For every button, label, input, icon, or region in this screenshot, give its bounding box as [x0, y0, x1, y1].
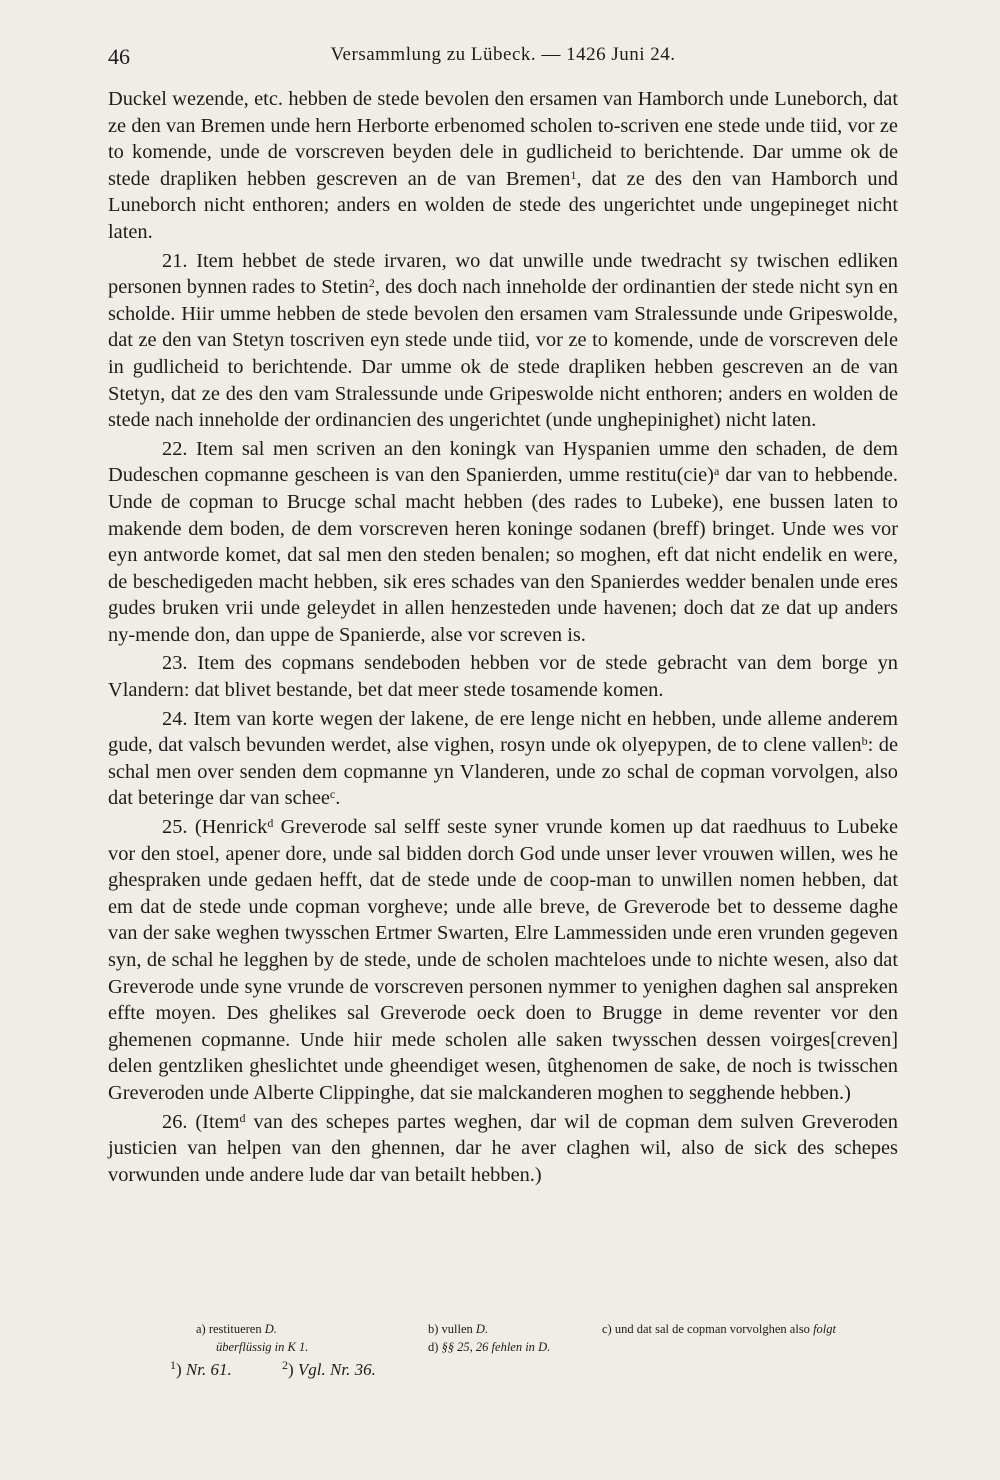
body-text — [108, 86, 898, 1188]
paragraph-24: 24. Item van korte wegen der lakene, de ere lenge nicht en hebben, unde alleme anderem gude, dat valsch bevunden werdet, alse vighen, rosyn unde ok olyepypen, de to clene vallen$^b$: de schal men over senden dem copmanne yn Vlanderen, unde zo schal de copman vorvolgen, also dat beteringe dar van schee$^c$. — [108, 707, 898, 810]
footnote-marker: 2 — [368, 276, 375, 291]
paragraph-22: 22. Item sal men scriven an den koningk van Hyspanien umme den schaden, de dem Dudeschen copmanne gescheen is van den Spanierden, umme restitu(cie)$^a$ dar van to hebbende. Unde de copman to Brucge schal macht hebben (des rades to Lubeke), ene bussen laten to makende dem boden, de dem vorscreven heren koninge sodanen (breff) bringet. Unde wes vor eyn antworde komet, dat sal men den steden benalen; so moghen, eft dat nicht endelik en were, de beschedigeden macht hebben, sik eres schades van den Spanierdes wedder benalen unde eres gudes bruken vrii unde geleydet in allen henzesteden unde havenen; doch dat ze dat up anders ny-mende don, dan uppe de Spanierde, alse vor screven is. — [108, 437, 898, 646]
page-number: 46 — [108, 44, 130, 69]
textual-notes — [108, 1322, 898, 1358]
paragraph-intro: Duckel wezende, etc. hebben de stede bevolen den ersamen van Hamborch unde Luneborch, dat ze den van Bremen unde hern Herborte erbenomed scholen to-scriven ene stede unde tiid, vor ze to komende, unde de vorscreven beyden dele in gudlicheid to berichtende. Dar umme ok de stede drapliken hebben gescreven an de van Bremen$^1$, dat ze des den van Hamborch und Luneborch nicht enthoren; anders en wolden de stede des ungerichtet unde ungepineget nicht laten. — [108, 88, 898, 243]
variant-marker: a — [713, 464, 720, 479]
note-a-continued: überflüssig in K 1. — [216, 1340, 309, 1354]
footnote-1: $^1$) Nr. 61. — [170, 1358, 232, 1379]
paragraph-26: 26. (Item$^d$ van des schepes partes weghen, dar wil de copman dem sulven Greveroden justicien van helpen van den ghennen, dar he aver claghen wil, also de sick des schepes vorwunden unde andere lude dar van betailt hebben.) — [108, 1110, 898, 1186]
footnotes — [170, 1360, 422, 1380]
note-row — [108, 1322, 898, 1340]
note-a: a) restitueren D. — [196, 1322, 277, 1336]
paragraph-23: 23. Item des copmans sendeboden hebben vor de stede gebracht van dem borge yn Vlandern: dat blivet bestande, bet dat meer stede tosamende komen. — [108, 652, 898, 702]
note-c: c) und dat sal de copman vorvolghen also folgt — [602, 1322, 836, 1336]
variant-marker: d — [267, 816, 274, 831]
note-b: b) vullen D. — [428, 1322, 489, 1336]
variant-marker: d — [239, 1110, 246, 1125]
note-row — [108, 1340, 898, 1358]
page-header — [108, 44, 898, 74]
variant-marker: c — [329, 787, 336, 802]
footnote-marker: 1 — [570, 167, 577, 182]
footnote-2: $^2$) Vgl. Nr. 36. — [282, 1358, 376, 1379]
running-head: Versammlung zu Lübeck. — 1426 Juni 24. — [330, 44, 676, 65]
note-d: d) §§ 25, 26 fehlen in D. — [428, 1340, 551, 1354]
paragraph-21: 21. Item hebbet de stede irvaren, wo dat unwille unde twedracht sy twischen edliken personen bynnen rades to Stetin$^2$, des doch nach inneholde der ordinantien der stede nicht syn en scholde. Hiir umme hebben de stede bevolen den ersamen vam Stralessunde unde Gripeswolde, dat ze den van Stetyn toscriven eyn stede unde tiid, vor ze to komende, unde de vorscreven dele in gudlicheid to berichtende. Dar umme ok de stede drapliken hebben gescreven an de van Stetyn, dat ze des den vam Stralessunde unde Gripeswolde nicht enthoren; anders en wolden de stede nach inneholde der ordinancien des ungerichtet (unde unghepinighet) nicht laten. — [108, 249, 898, 432]
variant-marker: b — [861, 734, 868, 749]
paragraph-25: 25. (Henrick$^d$ Greverode sal selff seste syner vrunde komen up dat raedhuus to Lubeke vor den stoel, apener dore, unde sal bidden dorch God unde unser lever vrouwen willen, wes he ghespraken unde gedaen hefft, dat de stede unde de coop-man to unwillen nomen hebben, dat em dat de stede unde copman vorgheve; unde alle breve, de Greverode bet to desseme daghe van der sake weghen twysschen Ertmer Swarten, Elre Lammessiden unde eren vrunden gegeven syn, de schal he legghen by de stede, unde de scholen machteloes unde to nichte wesen, also dat Greverode unde syne vrunde de vorscreven personen nymmer to yenighen daghen sal anspreken effte moyen. Des ghelikes sal Greverode oeck doen to Brugge in deme reventer vor den ghemenen copmanne. Unde hiir mede scholen alle saken twysschen dessen voirges[creven] delen gentzliken gheslichtet unde gheendiget wesen, ûtghenomen de sake, de noch is twisschen Greveroden unde Alberte Clippinghe, dat sie malckanderen moghen to segghende hebben.) — [108, 816, 898, 1104]
